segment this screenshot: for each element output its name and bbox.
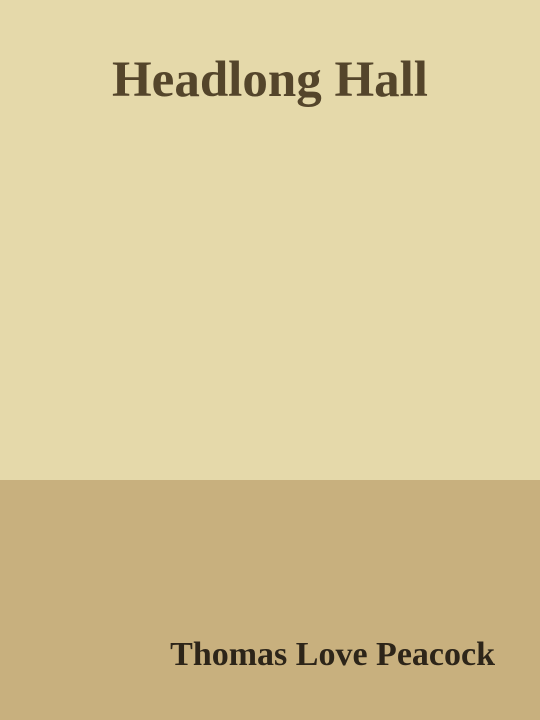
book-author: Thomas Love Peacock [170,636,495,673]
book-title: Headlong Hall [112,52,428,108]
cover-bottom-panel [0,480,540,720]
